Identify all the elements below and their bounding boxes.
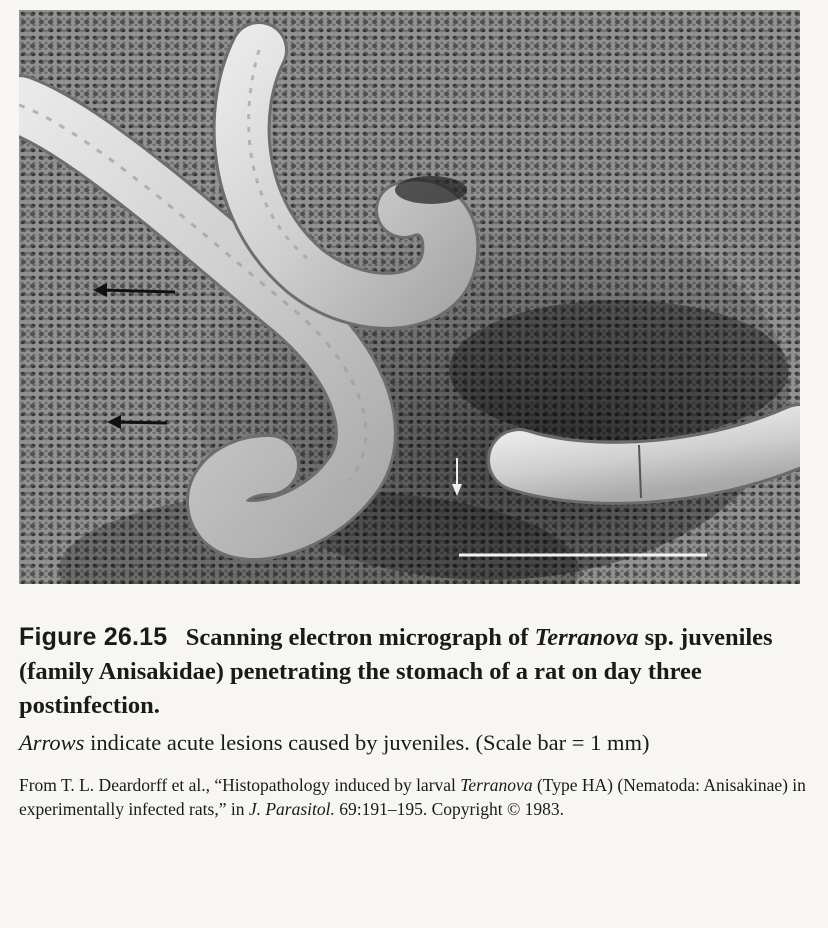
caption-body-italic: Arrows bbox=[19, 730, 85, 755]
caption-source bbox=[19, 773, 809, 821]
source-genus: Terranova bbox=[460, 775, 533, 795]
caption-body-text: indicate acute lesions caused by juveniles. (Scale bar = 1 mm) bbox=[84, 730, 650, 755]
caption-title-part1: Scanning electron micrograph of bbox=[185, 624, 535, 651]
figure-caption bbox=[19, 620, 809, 821]
caption-title-genus: Terranova bbox=[534, 624, 639, 651]
source-journal: J. Parasitol. bbox=[248, 799, 335, 819]
caption-title-part2: sp. juveniles (family Anisakidae) penetrating the stomach of a rat on day three postinfection. bbox=[19, 624, 773, 719]
caption-title bbox=[19, 620, 809, 723]
figure-label: Figure 26.15 bbox=[19, 623, 168, 651]
caption-body bbox=[19, 727, 809, 759]
source-part2: (Type HA) (Nematoda: Anisakinae) in experimentally infected rats,” in bbox=[19, 775, 806, 819]
micrograph-drawing bbox=[19, 10, 800, 584]
source-part3: 69:191–195. Copyright © 1983. bbox=[334, 799, 565, 819]
source-part1: From T. L. Deardorff et al., “Histopathology induced by larval bbox=[19, 775, 461, 795]
micrograph-image bbox=[19, 10, 800, 584]
